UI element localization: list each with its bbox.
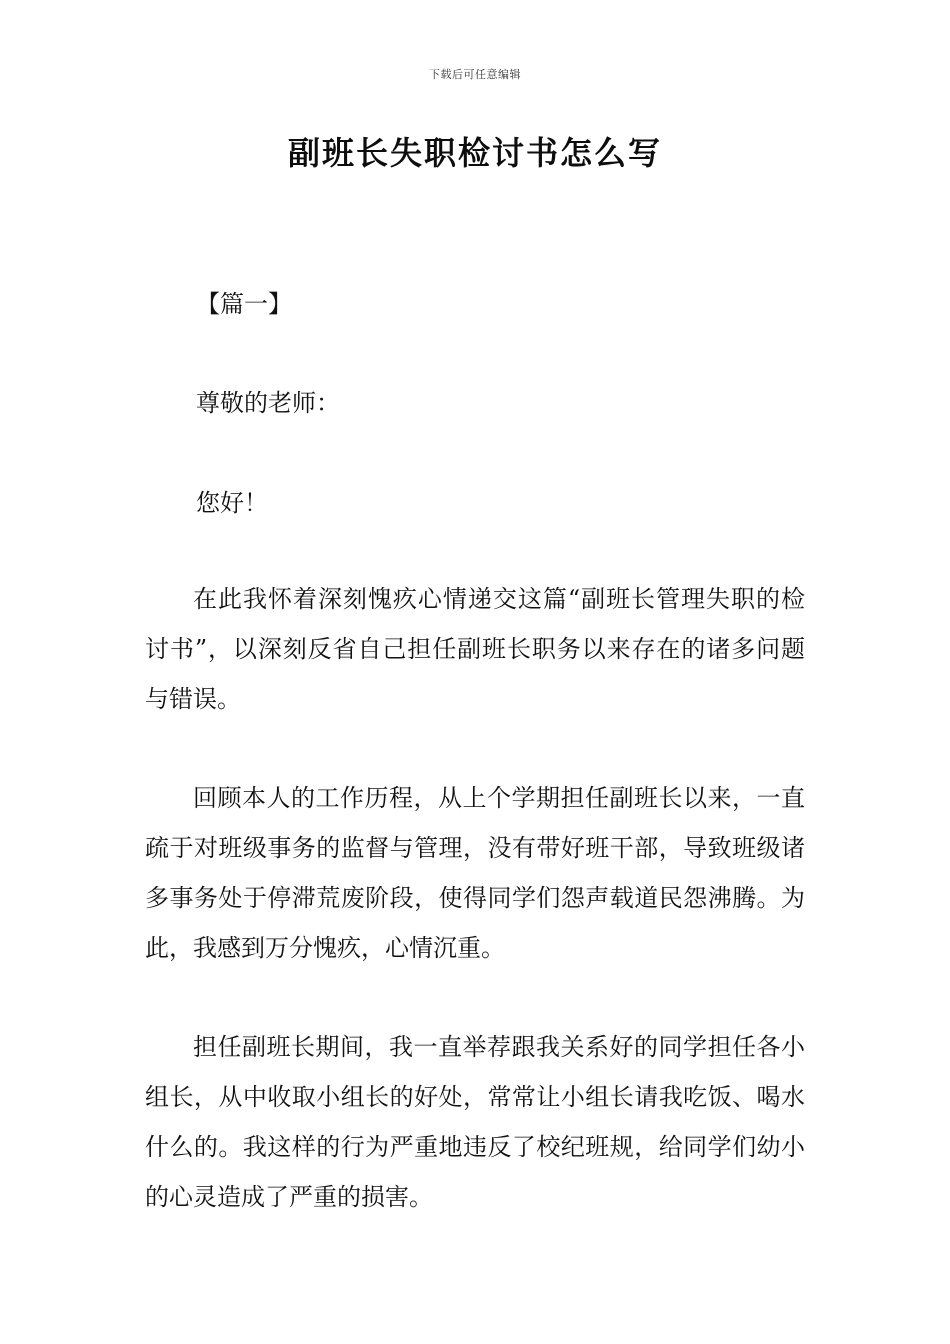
header-note: 下载后可任意编辑 xyxy=(429,68,521,81)
greeting: 您好！ xyxy=(196,489,268,517)
document-title: 副班长失职检讨书怎么写 xyxy=(287,134,662,172)
section-heading: 【篇一】 xyxy=(196,290,292,318)
salutation: 尊敬的老师： xyxy=(196,389,340,417)
body-paragraph: 担任副班长期间，我一直举荐跟我关系好的同学担任各小组长，从中收取小组长的好处，常常让小组长请我吃饭、喝水什么的。我这样的行为严重地违反了校纪班规，给同学们幼小的心灵造成了严重的损害。 xyxy=(145,1033,805,1211)
body-paragraph: 回顾本人的工作历程，从上个学期担任副班长以来，一直疏于对班级事务的监督与管理，没有带好班干部，导致班级诸多事务处于停滞荒废阶段，使得同学们怨声载道民怨沸腾。为此，我感到万分愧疚，心情沉重。 xyxy=(145,784,805,962)
body-paragraph: 在此我怀着深刻愧疚心情递交这篇“副班长管理失职的检讨书”，以深刻反省自己担任副班长职务以来存在的诸多问题与错误。 xyxy=(145,585,805,713)
